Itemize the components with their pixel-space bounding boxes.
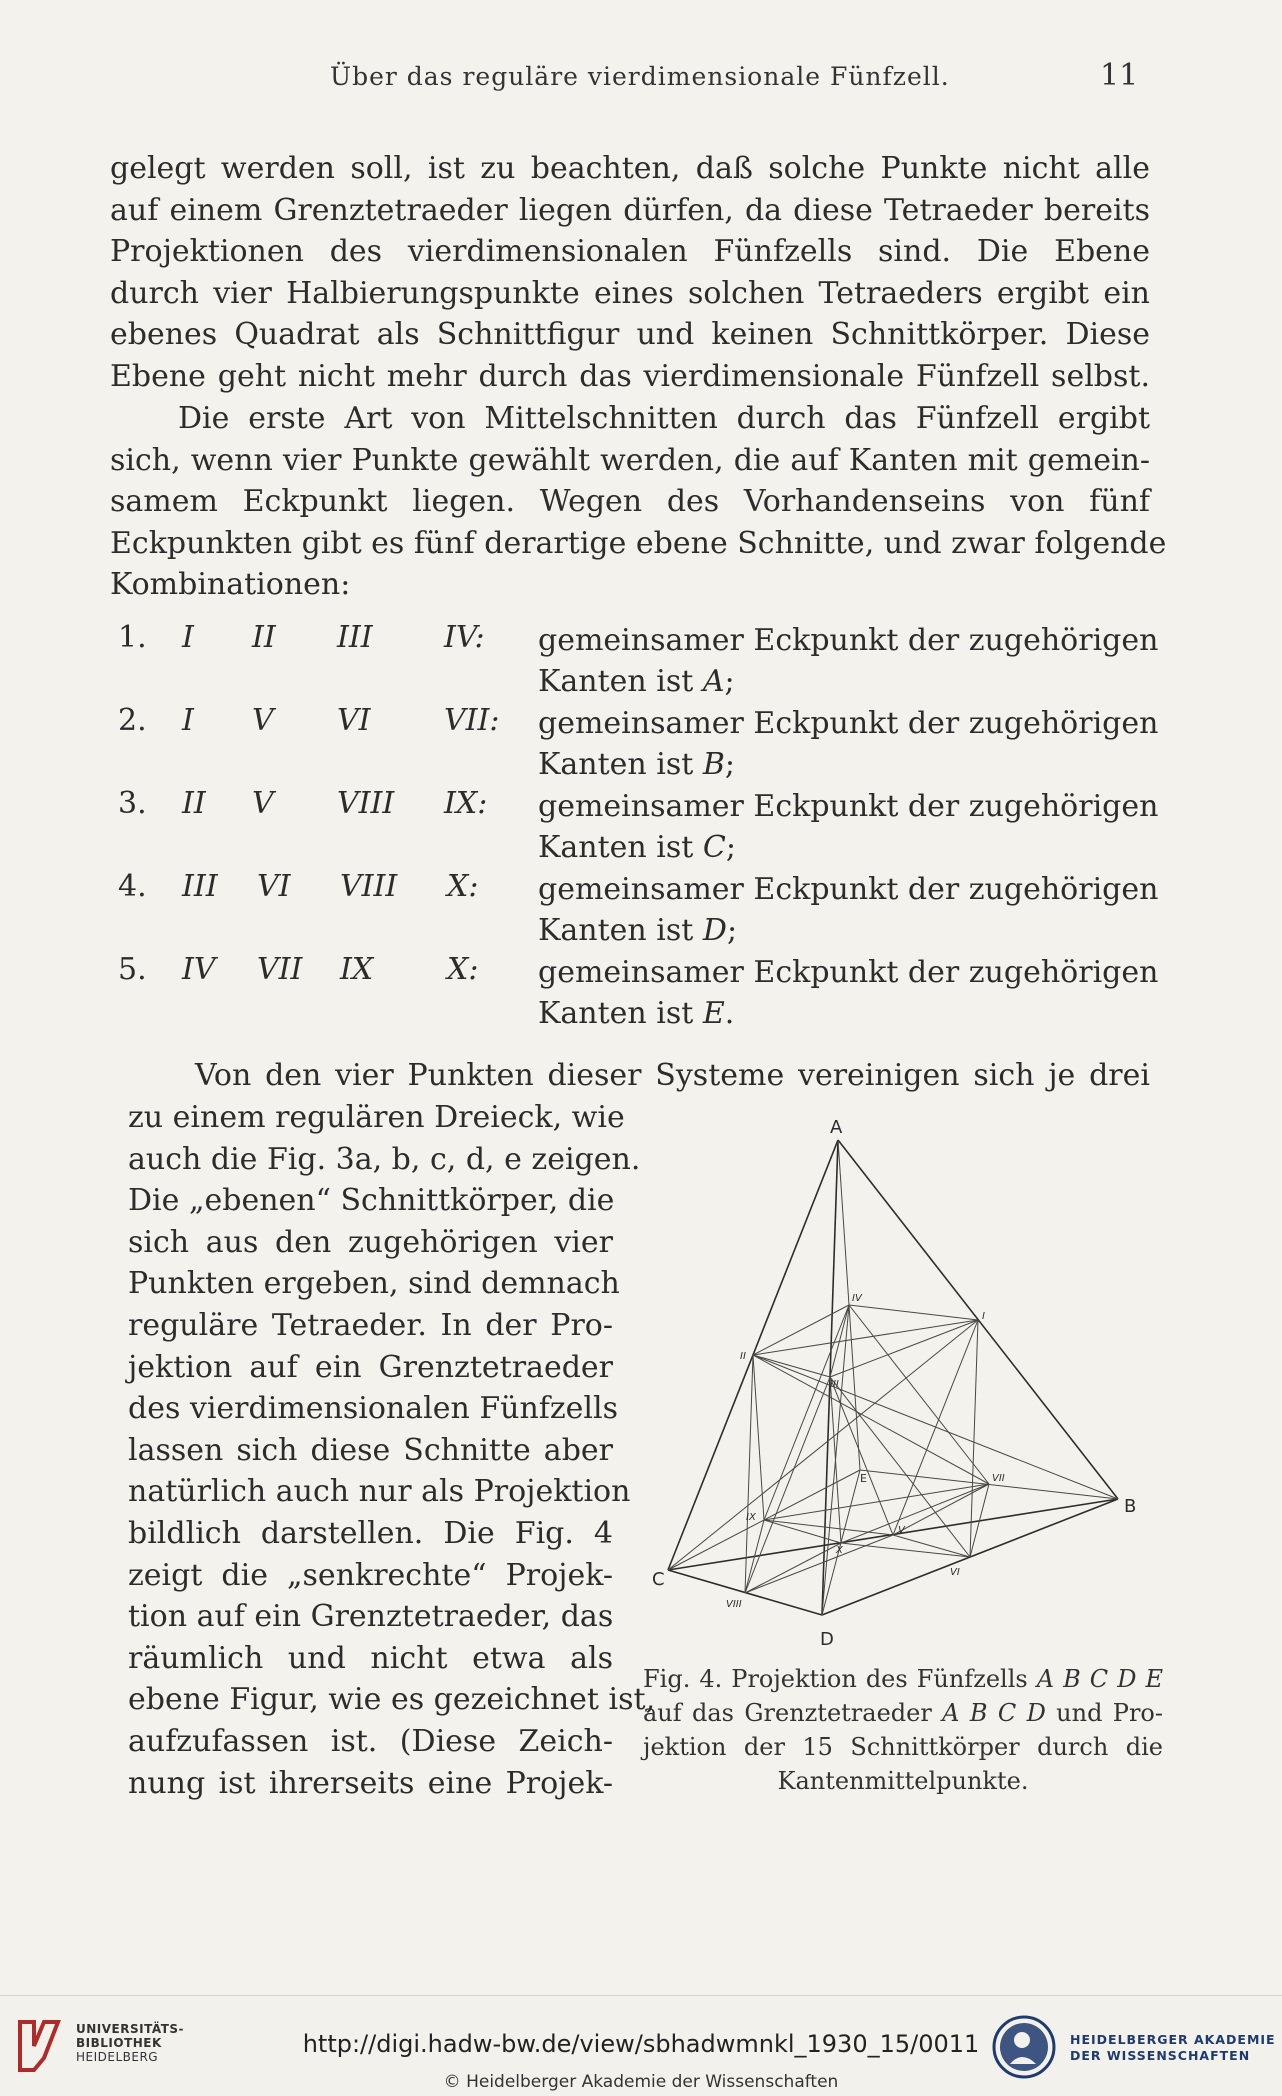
- list-item: [118, 786, 1158, 869]
- text-line: Die „ebenen“ Schnittkörper, die: [128, 1183, 615, 1219]
- text-line: zu einem regulären Dreieck, wie: [128, 1100, 625, 1135]
- edge-line: [764, 1520, 893, 1535]
- desc-line: Kanten ist: [538, 747, 703, 782]
- item-description: [538, 952, 1158, 1034]
- text-line: des vierdimensionalen Fünfzells: [128, 1391, 619, 1427]
- academy-logo[interactable]: [988, 2014, 1278, 2084]
- desc-line: gemeinsamer Eckpunkt der zugehörigen: [538, 955, 1159, 990]
- vertex-label-e: E: [860, 1472, 867, 1485]
- logo-line: HEIDELBERGER AKADEMIE: [1070, 2032, 1276, 2047]
- edge-line: [822, 1305, 849, 1615]
- roman-numeral: I: [182, 620, 194, 655]
- roman-numeral: VI: [257, 869, 291, 904]
- text-line: nung ist ihrerseits eine Projek-: [128, 1765, 613, 1801]
- roman-numeral: X:: [447, 869, 479, 904]
- caption-italic: A B C D E: [1036, 1665, 1163, 1693]
- text-line: aufzufassen ist. (Diese Zeich-: [128, 1723, 613, 1759]
- edge-line: [893, 1535, 970, 1557]
- midpoint-label: I: [982, 1311, 985, 1322]
- midpoint-label: IV: [852, 1293, 862, 1304]
- edge-line: [753, 1355, 1118, 1499]
- edge-line: [753, 1355, 989, 1484]
- roman-numeral: III: [182, 869, 218, 904]
- text-line: Ebene geht nicht mehr durch das vierdimensionale Fünfzell selbst.: [110, 358, 1150, 394]
- text-line: reguläre Tetraeder. In der Pro-: [128, 1307, 613, 1343]
- desc-line: gemeinsamer Eckpunkt der zugehörigen: [538, 623, 1159, 658]
- roman-numeral: IX: [340, 952, 374, 987]
- combination-list: [118, 620, 1158, 1035]
- text-line: bildlich darstellen. Die Fig. 4: [128, 1515, 613, 1551]
- vertex-label-a: A: [830, 1117, 843, 1138]
- list-item: [118, 869, 1158, 952]
- roman-numeral: IV:: [444, 620, 485, 655]
- vertex-label: A: [702, 664, 725, 699]
- roman-numeral: V: [252, 703, 274, 738]
- caption-line: [643, 1696, 1163, 1730]
- text-line: Kombinationen:: [110, 567, 351, 602]
- vertex-label: B: [702, 747, 725, 782]
- roman-numeral: I: [182, 703, 194, 738]
- punctuation: ;: [724, 747, 736, 782]
- text-line: natürlich auch nur als Projektion: [128, 1474, 631, 1510]
- text-line: sich, wenn vier Punkte gewählt werden, die auf Kanten mit gemein-: [110, 442, 1150, 478]
- punctuation: ;: [724, 664, 735, 699]
- text-line: ebenes Quadrat als Schnittfigur und keinen Schnittkörper. Diese: [110, 317, 1150, 352]
- item-number: 3.: [118, 786, 147, 821]
- item-number: 1.: [118, 620, 147, 655]
- punctuation: ;: [725, 830, 736, 865]
- punctuation: ;: [726, 913, 738, 948]
- vertex-label: E: [702, 996, 725, 1031]
- caption-text: auf das Grenztetraeder: [643, 1699, 943, 1727]
- paragraph-3-column: [128, 1097, 656, 1804]
- figure-4-projection: [650, 1115, 1160, 1660]
- roman-numeral: VII:: [444, 703, 500, 738]
- edge-line: [753, 1355, 764, 1520]
- text-line: Projektionen des vierdimensionalen Fünfzells sind. Die Ebene: [110, 234, 1150, 269]
- vertex-label: C: [702, 830, 726, 865]
- roman-numeral: V: [252, 786, 274, 821]
- text-line: auch die Fig. 3a, b, c, d, e zeigen.: [128, 1141, 641, 1177]
- text-line: lassen sich diese Schnitte aber: [128, 1432, 613, 1468]
- item-description: [538, 786, 1158, 868]
- caption-line: [643, 1662, 1163, 1696]
- text-line: Von den vier Punkten dieser Systeme vereinigen sich je drei: [195, 1058, 1150, 1093]
- roman-numeral: VIII: [340, 869, 398, 904]
- desc-line: Kanten ist: [538, 830, 703, 865]
- desc-line: Kanten ist: [538, 913, 703, 948]
- list-item: [118, 620, 1158, 703]
- midpoint-label: II: [740, 1351, 746, 1362]
- academy-seal-icon: [988, 2014, 1060, 2080]
- punctuation: .: [724, 996, 735, 1031]
- item-number: 4.: [118, 869, 147, 904]
- vertex-label-c: C: [652, 1569, 665, 1590]
- edge-line: [668, 1320, 978, 1570]
- permalink-url[interactable]: http://digi.hadw-bw.de/view/sbhadwmnkl_1930_15/0011: [302, 2030, 980, 2058]
- text-line: zeigt die „senkrechte“ Projek-: [128, 1557, 613, 1593]
- text-line: gelegt werden soll, ist zu beachten, daß solche Punkte nicht alle: [110, 151, 1150, 186]
- logo-line: HEIDELBERG: [76, 2050, 159, 2064]
- desc-line: gemeinsamer Eckpunkt der zugehörigen: [538, 872, 1159, 907]
- midpoint-label: V: [898, 1525, 905, 1536]
- paragraph-3-first-line: [110, 1055, 1150, 1097]
- desc-line: gemeinsamer Eckpunkt der zugehörigen: [538, 706, 1159, 741]
- list-item: [118, 952, 1158, 1035]
- vertex-label-b: B: [1124, 1496, 1137, 1517]
- edge-line: [841, 1543, 970, 1557]
- text-line: auf einem Grenztetraeder liegen dürfen, da diese Tetraeder bereits: [110, 192, 1150, 228]
- text-line: Punkten ergeben, sind demnach: [128, 1266, 620, 1302]
- roman-numeral: VII: [257, 952, 303, 987]
- text-line: räumlich und nicht etwa als: [128, 1640, 613, 1676]
- paragraph-1: [110, 148, 1150, 397]
- item-description: [538, 620, 1158, 702]
- vertex-label-d: D: [820, 1629, 834, 1650]
- edge-line: [849, 1305, 989, 1484]
- caption-italic: A B C D: [942, 1699, 1046, 1727]
- paragraph-2: [110, 398, 1167, 606]
- list-item: [118, 703, 1158, 786]
- caption-text: und Pro-: [1045, 1699, 1163, 1727]
- caption-text: Fig. 4. Projektion des Fünfzells: [643, 1665, 1037, 1693]
- text-line: jektion auf ein Grenztetraeder: [128, 1349, 613, 1385]
- item-description: [538, 869, 1158, 951]
- logo-line: DER WISSENSCHAFTEN: [1070, 2048, 1251, 2063]
- running-title: Über das reguläre vierdimensionale Fünfzell.: [330, 62, 950, 91]
- text-line: Eckpunkten gibt es fünf derartige ebene Schnitte, und zwar folgende: [110, 525, 1167, 561]
- vertex-label: D: [702, 913, 727, 948]
- text-line: samem Eckpunkt liegen. Wegen des Vorhandenseins von fünf: [110, 484, 1150, 519]
- roman-numeral: VIII: [337, 786, 395, 821]
- roman-numeral: X:: [447, 952, 479, 987]
- roman-numeral: IV: [182, 952, 216, 987]
- roman-numeral: III: [337, 620, 373, 655]
- desc-line: Kanten ist: [538, 664, 703, 699]
- desc-line: gemeinsamer Eckpunkt der zugehörigen: [538, 789, 1159, 824]
- edge-line: [745, 1377, 830, 1593]
- edge-line: [849, 1305, 978, 1320]
- roman-numeral: II: [252, 620, 276, 655]
- edge-line: [841, 1484, 989, 1543]
- item-description: [538, 703, 1158, 785]
- text-line: sich aus den zugehörigen vier: [128, 1224, 613, 1260]
- viewer-footer: [0, 1995, 1282, 2096]
- caption-line: jektion der 15 Schnittkörper durch die: [643, 1733, 1163, 1761]
- academy-logo-text: [1070, 2032, 1276, 2064]
- text-line: Die erste Art von Mittelschnitten durch das Fünfzell ergibt: [178, 401, 1150, 436]
- logo-line: UNIVERSITÄTS-: [76, 2022, 185, 2036]
- midpoint-label: VI: [950, 1567, 960, 1578]
- edge-line: [753, 1355, 830, 1377]
- copyright-notice: © Heidelberger Akademie der Wissenschaften: [443, 2072, 839, 2092]
- roman-numeral: VI: [337, 703, 371, 738]
- item-number: 2.: [118, 703, 147, 738]
- text-line: ebene Figur, wie es gezeichnet ist,: [128, 1682, 656, 1718]
- roman-numeral: IX:: [444, 786, 488, 821]
- midpoint-label: VIII: [726, 1599, 742, 1610]
- midpoint-label: X: [836, 1545, 843, 1556]
- caption-line: Kantenmittelpunkte.: [777, 1767, 1029, 1795]
- text-line: tion auf ein Grenztetraeder, das: [128, 1599, 614, 1635]
- midpoint-label: VII: [992, 1473, 1005, 1484]
- edge-line: [830, 1377, 893, 1535]
- edge-line: [745, 1520, 764, 1593]
- logo-line: BIBLIOTHEK: [76, 2036, 162, 2050]
- midpoint-label: III: [830, 1379, 839, 1390]
- figure-caption: [643, 1662, 1163, 1798]
- roman-numeral: II: [182, 786, 206, 821]
- desc-line: Kanten ist: [538, 996, 703, 1031]
- midpoint-label: IX: [746, 1512, 756, 1523]
- item-number: 5.: [118, 952, 147, 987]
- edge-line: [745, 1535, 893, 1593]
- page-number: 11: [1100, 58, 1139, 93]
- text-line: durch vier Halbierungspunkte eines solchen Tetraeders ergibt ein: [110, 275, 1150, 311]
- edge-line: [764, 1305, 849, 1520]
